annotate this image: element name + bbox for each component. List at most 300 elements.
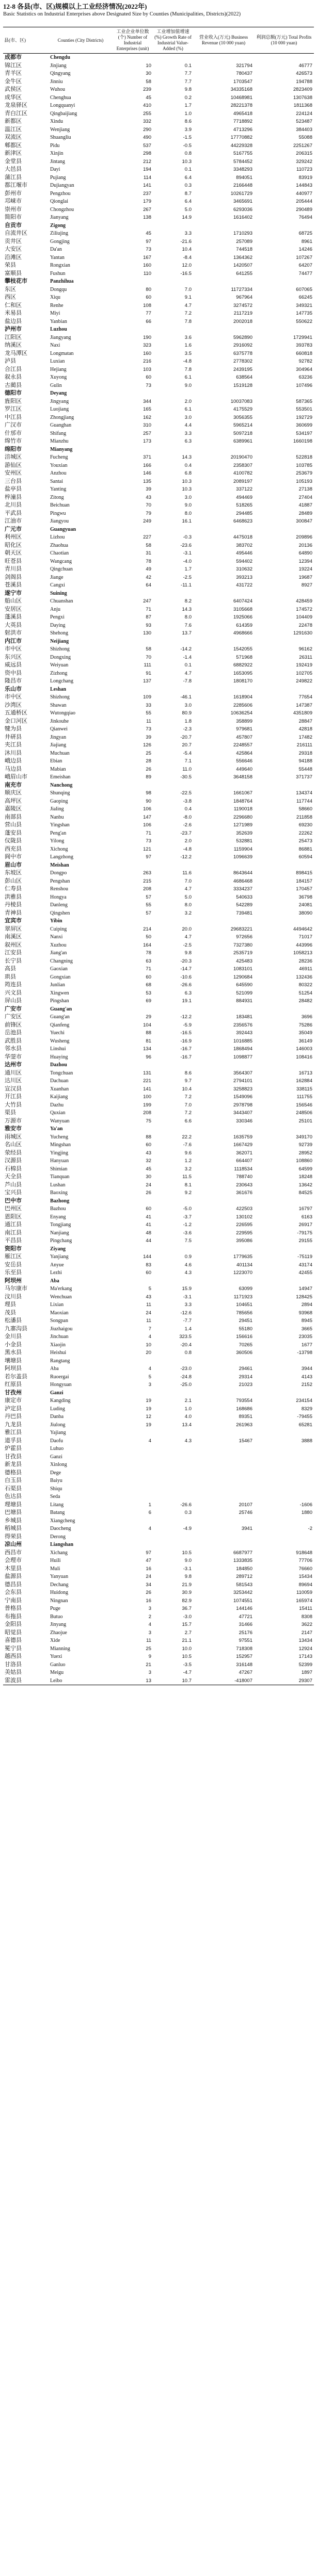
cell-revenue: 2794101 (233, 1078, 252, 1084)
cell-county-zh: 新龙县 (5, 1461, 22, 1468)
cell-growth-rate: 8.1 (184, 1182, 192, 1188)
cell-growth-rate: 1.8 (184, 718, 192, 724)
cell-enterprises: 97 (146, 238, 151, 244)
cell-county-en: Chengdu (50, 55, 70, 60)
cell-profits: 77706 (298, 1558, 312, 1563)
cell-profits: 147387 (296, 702, 312, 708)
cell-enterprises: 146 (143, 470, 151, 476)
cell-revenue: 28221378 (230, 103, 252, 108)
cell-revenue: 8643644 (233, 870, 252, 876)
cell-revenue: 20190470 (230, 454, 252, 460)
cell-growth-rate: 2.7 (184, 1629, 192, 1636)
cell-profits: 338115 (296, 1086, 312, 1092)
cell-growth-rate: -16.9 (180, 1038, 192, 1044)
cell-county-en: Lushan (50, 1182, 66, 1188)
table-row (3, 254, 314, 262)
cell-county-zh: 顺庆区 (5, 790, 22, 796)
cell-growth-rate: 7.1 (184, 758, 192, 764)
table-row (3, 885, 314, 893)
cell-profits: 105193 (296, 478, 312, 484)
cell-revenue: 3443407 (233, 1110, 252, 1116)
cell-enterprises: 249 (143, 518, 151, 524)
cell-profits: 28482 (298, 998, 312, 1004)
cell-county-en: Guangyuan (50, 526, 76, 532)
table-row (3, 1205, 314, 1213)
cell-growth-rate: -7.6 (183, 1142, 192, 1148)
table-row (3, 973, 314, 982)
header-profits: 利润总额(万元) Total Profits (10 000 yuan) (254, 27, 314, 54)
cell-revenue: 594402 (236, 558, 252, 564)
table-row (3, 757, 314, 765)
table-row (3, 837, 314, 845)
table-row (3, 1109, 314, 1117)
cell-enterprises: 130 (143, 630, 151, 636)
cell-growth-rate: 7.0 (184, 878, 192, 884)
cell-revenue: 20107 (239, 1502, 252, 1508)
cell-county-en: Qingshen (50, 910, 70, 916)
cell-growth-rate: 2.1 (184, 1398, 192, 1404)
cell-county-en: Luding (50, 1406, 65, 1412)
cell-profits: -75119 (297, 1254, 312, 1260)
cell-enterprises: 4 (148, 1366, 151, 1372)
cell-county-zh: 阆中市 (5, 854, 22, 860)
cell-profits: 134374 (296, 790, 312, 796)
cell-growth-rate: 5.0 (184, 206, 192, 213)
table-group-row (3, 526, 314, 534)
table-group-row (3, 638, 314, 646)
table-row (3, 174, 314, 182)
table-group-row (3, 1005, 314, 1014)
cell-county-en: Chenghua (50, 94, 71, 101)
table-row (3, 725, 314, 733)
cell-profits (254, 526, 314, 534)
table-row (3, 549, 314, 558)
cell-enterprises: 45 (146, 94, 151, 101)
cell-enterprises: 121 (143, 846, 151, 852)
cell-county-en: Renshou (50, 886, 68, 892)
cell-growth-rate: -23.7 (180, 830, 192, 836)
table-row (3, 501, 314, 510)
cell-growth-rate (153, 1445, 193, 1453)
cell-county-en: Heishui (50, 1350, 67, 1356)
cell-growth-rate: -20.4 (180, 1342, 192, 1348)
cell-county-zh: 罗江区 (5, 406, 22, 412)
cell-enterprises: 39 (146, 734, 151, 740)
cell-profits: 1291630 (293, 630, 312, 636)
table-row (3, 1461, 314, 1469)
cell-revenue: 744518 (236, 247, 252, 252)
cell-profits: 8945 (301, 1318, 312, 1324)
cell-profits: 80322 (298, 982, 312, 988)
cell-county-en: Daocheng (50, 1526, 71, 1531)
cell-enterprises: 5 (148, 1374, 151, 1380)
cell-revenue: 25746 (239, 1510, 252, 1515)
table-row (3, 1093, 314, 1101)
cell-profits: 28236 (298, 958, 312, 964)
cell-county-en: Xichang (50, 1550, 68, 1556)
cell-enterprises: 216 (143, 358, 151, 364)
cell-revenue: 542289 (236, 902, 252, 908)
cell-growth-rate: -12.6 (180, 1310, 192, 1316)
cell-revenue: 316148 (236, 1661, 252, 1668)
cell-growth-rate: 7.2 (184, 1110, 192, 1116)
cell-revenue: 1333835 (233, 1558, 252, 1563)
table-row (3, 1293, 314, 1301)
cell-county-en: Wangcang (50, 558, 72, 564)
cell-county-zh: 大竹县 (5, 1101, 22, 1108)
cell-profits (254, 222, 314, 230)
cell-county-en: Yanyuan (50, 1574, 69, 1579)
cell-revenue: 257089 (236, 238, 252, 244)
cell-revenue: 63099 (239, 1286, 252, 1292)
cell-profits (254, 861, 314, 870)
cell-growth-rate: -12.2 (180, 854, 192, 860)
cell-enterprises (113, 1485, 153, 1493)
cell-enterprises: 7 (148, 1326, 151, 1332)
cell-growth-rate: 0.1 (184, 167, 192, 172)
table-row (3, 1413, 314, 1421)
cell-county-en: Jinkouhe (50, 718, 69, 724)
cell-enterprises: 11 (146, 718, 151, 724)
cell-enterprises: 49 (146, 566, 151, 572)
cell-revenue: 1868494 (233, 1046, 252, 1052)
cell-growth-rate: 13.4 (182, 1422, 192, 1428)
cell-revenue (193, 1429, 254, 1437)
cell-county-zh: 中江县 (5, 414, 22, 420)
cell-county-en: Meigu (50, 1670, 64, 1675)
cell-revenue: 360506 (236, 1350, 252, 1356)
cell-county-en: Xinlong (50, 1462, 67, 1468)
cell-county-en: Wutongqiao (50, 710, 76, 716)
cell-profits: 38090 (298, 910, 312, 916)
cell-county-zh: 恩阳区 (5, 1213, 22, 1220)
cell-enterprises: 16 (146, 1566, 151, 1572)
cell-county-en: Cangxi (50, 582, 65, 588)
cell-enterprises: 114 (143, 174, 151, 181)
cell-profits: 607065 (296, 286, 312, 292)
cell-growth-rate: -16.5 (180, 1030, 192, 1036)
cell-county-zh: 崇州市 (5, 206, 22, 213)
cell-profits: 660818 (296, 350, 312, 356)
cell-county-zh: 美姑县 (5, 1669, 22, 1675)
table-row (3, 702, 314, 710)
cell-revenue: 1549096 (233, 1094, 252, 1100)
cell-enterprises (113, 1477, 153, 1485)
cell-enterprises: 29 (146, 1014, 151, 1020)
header-county-zh: 县(市、区) (3, 27, 49, 54)
cell-county-zh: 梓潼县 (5, 494, 22, 500)
table-row (3, 558, 314, 566)
cell-county-en: Jinjiang (50, 62, 67, 69)
cell-revenue: 395086 (236, 1238, 252, 1244)
table-row (3, 901, 314, 909)
cell-county-en: Qianwei (50, 726, 68, 732)
cell-revenue: 393213 (236, 574, 252, 580)
table-row (3, 797, 314, 806)
cell-revenue: 2356576 (233, 1022, 252, 1028)
cell-growth-rate: -23.0 (180, 1366, 192, 1372)
cell-enterprises: 43 (146, 1294, 151, 1300)
table-row (3, 430, 314, 438)
cell-profits: 1058213 (293, 950, 312, 956)
cell-county-zh: 大邑县 (5, 166, 22, 172)
table-group-row (3, 222, 314, 230)
cell-growth-rate: -16.7 (180, 1046, 192, 1052)
cell-enterprises: 16 (146, 1597, 151, 1604)
cell-growth-rate: 0.8 (184, 1350, 192, 1356)
cell-revenue: 29314 (239, 1374, 252, 1380)
cell-revenue: 330346 (236, 1118, 252, 1124)
cell-county-zh: 叙永县 (5, 374, 22, 380)
cell-growth-rate: -11.1 (181, 582, 192, 588)
table-group-row (3, 1197, 314, 1205)
cell-county-zh: 阿坝州 (5, 1277, 22, 1284)
cell-county-en: Qingbaijiang (50, 110, 77, 117)
cell-profits: 2152 (301, 1382, 312, 1388)
cell-county-zh: 泸州市 (5, 326, 22, 332)
cell-county-zh: 通江县 (5, 1221, 22, 1228)
cell-profits (254, 54, 314, 62)
cell-growth-rate: 10.0 (182, 1645, 192, 1652)
table-group-row (3, 917, 314, 925)
cell-county-zh: 井研县 (5, 733, 22, 740)
cell-revenue: 1779635 (233, 1254, 252, 1260)
cell-enterprises: 5 (148, 1286, 151, 1292)
cell-county-zh: 青羊区 (5, 70, 22, 76)
cell-revenue: 5167755 (233, 151, 252, 156)
cell-growth-rate: 6.1 (184, 406, 192, 412)
cell-profits: 25101 (298, 1118, 312, 1124)
cell-growth-rate: -5.9 (183, 1022, 192, 1028)
cell-county-zh: 雅江县 (5, 1429, 22, 1436)
table-row (3, 893, 314, 902)
cell-revenue (193, 686, 254, 694)
cell-county-en: Pingshan (50, 998, 69, 1004)
cell-county-zh: 仪陇县 (5, 838, 22, 844)
cell-growth-rate: 13.7 (182, 630, 192, 636)
cell-county-en: Muchuan (50, 750, 70, 756)
cell-profits (254, 1197, 314, 1205)
cell-county-zh: 青川县 (5, 566, 22, 572)
table-row (3, 1037, 314, 1046)
cell-revenue: 1703547 (233, 78, 252, 85)
cell-county-en: Jinyang (50, 1622, 67, 1627)
cell-county-zh: 康定市 (5, 1397, 22, 1404)
cell-enterprises (113, 222, 153, 230)
table-row (3, 1349, 314, 1357)
cell-county-en: Dechang (50, 1582, 69, 1588)
cell-county-en: Bazhou (50, 1206, 66, 1212)
cell-profits (254, 1477, 314, 1485)
cell-county-en: Hanyuan (50, 1158, 69, 1164)
cell-revenue (193, 278, 254, 286)
cell-revenue (193, 1197, 254, 1205)
cell-county-zh: 游仙区 (5, 462, 22, 468)
cell-growth-rate: -4.8 (183, 358, 192, 364)
cell-county-zh: 成华区 (5, 94, 22, 101)
cell-growth-rate: -2.6 (183, 822, 192, 828)
cell-county-zh: 汉源县 (5, 1157, 22, 1164)
cell-revenue: 6293036 (233, 206, 252, 213)
cell-profits: 89694 (298, 1582, 312, 1588)
cell-growth-rate (153, 1517, 193, 1525)
cell-county-en: Zizhong (50, 670, 68, 676)
cell-county-en: Daying (50, 622, 66, 628)
table-row (3, 877, 314, 886)
table-row (3, 110, 314, 118)
table-row (3, 350, 314, 358)
cell-county-zh: 开江县 (5, 1094, 22, 1100)
cell-county-en: Jianyang (50, 215, 69, 220)
cell-revenue: 788740 (236, 1174, 252, 1180)
cell-revenue: 494469 (236, 494, 252, 500)
cell-county-zh: 九龙县 (5, 1421, 22, 1428)
cell-county-zh: 龙马潭区 (5, 350, 27, 356)
cell-county-en: Shiqu (50, 1486, 62, 1492)
cell-county-en: Nanjiang (50, 1230, 69, 1236)
cell-profits: 25473 (298, 838, 312, 844)
cell-county-zh: 江油市 (5, 518, 22, 524)
table-row (3, 1333, 314, 1341)
cell-county-en: Wenjiang (50, 126, 70, 133)
table-row (3, 1253, 314, 1261)
cell-growth-rate: 10.4 (182, 1086, 192, 1092)
cell-county-en: Shehong (50, 630, 68, 636)
cell-county-zh: 资中县 (5, 670, 22, 676)
cell-growth-rate (153, 1005, 193, 1014)
cell-county-en: Luxian (50, 358, 65, 364)
cell-county-en: Jinniu (50, 78, 63, 85)
cell-profits: 19687 (298, 574, 312, 580)
cell-county-zh: 新都区 (5, 118, 22, 124)
cell-enterprises: 10 (146, 62, 151, 69)
cell-enterprises: 24 (146, 1574, 151, 1579)
cell-revenue (193, 1461, 254, 1469)
cell-county-en: Qionglai (50, 199, 68, 204)
cell-growth-rate: 9.6 (184, 1150, 192, 1156)
cell-profits: 28952 (298, 1150, 312, 1156)
cell-county-en: Shizhong (50, 646, 70, 652)
cell-revenue: 1083101 (233, 966, 252, 972)
table-row (3, 1269, 314, 1277)
table-row (3, 1669, 314, 1677)
cell-profits: 209896 (296, 534, 312, 540)
table-row (3, 981, 314, 989)
cell-growth-rate: 21.1 (182, 1638, 192, 1643)
cell-profits: 55448 (298, 766, 312, 772)
cell-revenue: 2166448 (233, 183, 252, 188)
cell-profits: 3888 (301, 1438, 312, 1444)
cell-growth-rate: -3.8 (183, 798, 192, 804)
table-row (3, 1261, 314, 1269)
cell-growth-rate: 9.2 (184, 1190, 192, 1196)
table-row (3, 1589, 314, 1597)
cell-enterprises: 137 (143, 678, 151, 684)
table-row (3, 469, 314, 478)
cell-growth-rate: -4.9 (183, 1526, 192, 1531)
cell-revenue: 641255 (236, 270, 252, 276)
cell-profits: -79175 (297, 1230, 312, 1236)
cell-revenue: 156616 (236, 1334, 252, 1340)
cell-revenue: 44229328 (230, 142, 252, 149)
table-group-row (3, 1125, 314, 1133)
cell-revenue: 70265 (239, 1342, 252, 1348)
cell-growth-rate: 80.9 (182, 710, 192, 716)
cell-profits: 96162 (298, 646, 312, 652)
cell-profits: 14246 (298, 247, 312, 252)
cell-enterprises (113, 1389, 153, 1397)
cell-growth-rate: 4.7 (184, 886, 192, 892)
cell-growth-rate: 3.9 (184, 126, 192, 133)
cell-profits: 36798 (298, 894, 312, 900)
cell-county-en: Ganluo (50, 1661, 66, 1668)
cell-county-zh: 蓬溪县 (5, 614, 22, 620)
table-row (3, 1013, 314, 1021)
cell-revenue: 5784452 (233, 158, 252, 165)
cell-profits: 8329 (301, 1406, 312, 1412)
cell-growth-rate: 9.0 (184, 382, 192, 388)
cell-profits: 4143 (301, 1374, 312, 1380)
cell-profits: 29307 (298, 1677, 312, 1684)
cell-county-zh: 射洪市 (5, 630, 22, 636)
cell-growth-rate: 4.6 (184, 1262, 192, 1268)
table-row (3, 941, 314, 950)
cell-revenue: 1074551 (233, 1597, 252, 1604)
cell-enterprises: 4 (148, 1334, 151, 1340)
cell-county-zh: 宣汉县 (5, 1085, 22, 1092)
cell-revenue: 540633 (236, 894, 252, 900)
cell-revenue: 1661067 (233, 790, 252, 796)
cell-county-en: Mianning (50, 1645, 70, 1652)
cell-growth-rate: 15.9 (182, 1286, 192, 1292)
cell-growth-rate: 7.2 (184, 1094, 192, 1100)
cell-county-zh: 西昌市 (5, 1549, 22, 1556)
cell-enterprises: 20 (146, 1350, 151, 1356)
cell-enterprises: 60 (146, 1206, 151, 1212)
cell-revenue (193, 1357, 254, 1365)
cell-county-zh: 东兴区 (5, 654, 22, 660)
table-row (3, 270, 314, 278)
cell-county-zh: 广汉市 (5, 422, 22, 428)
cell-revenue (193, 590, 254, 598)
cell-county-zh: 翠屏区 (5, 925, 22, 932)
cell-county-zh: 资阳市 (5, 1245, 22, 1252)
cell-county-en: Puge (50, 1606, 60, 1611)
cell-growth-rate: 3.0 (184, 494, 192, 500)
cell-revenue: 739481 (236, 910, 252, 916)
cell-county-en: Guang'an (50, 1006, 72, 1012)
cell-profits: 75286 (298, 1022, 312, 1028)
cell-revenue: 310632 (236, 566, 252, 572)
cell-revenue: 1616402 (233, 215, 252, 220)
cell-county-zh: 内江市 (5, 638, 22, 644)
cell-county-zh: 剑阁县 (5, 574, 22, 580)
cell-county-zh: 隆昌市 (5, 678, 22, 684)
cell-enterprises: 19 (146, 1398, 151, 1404)
cell-growth-rate: 9.0 (184, 1558, 192, 1563)
cell-growth-rate: 11.5 (182, 1174, 192, 1180)
cell-enterprises: 81 (146, 1038, 151, 1044)
table-row (3, 230, 314, 238)
cell-profits: 22262 (298, 830, 312, 836)
cell-county-en: Zhongjiang (50, 414, 74, 420)
cell-county-en: Wusheng (50, 1038, 70, 1044)
cell-revenue: 4100782 (233, 470, 252, 476)
cell-county-en: Jintang (50, 158, 65, 165)
cell-profits: 12394 (298, 558, 312, 564)
table-row (3, 1493, 314, 1501)
cell-profits (254, 1445, 314, 1453)
